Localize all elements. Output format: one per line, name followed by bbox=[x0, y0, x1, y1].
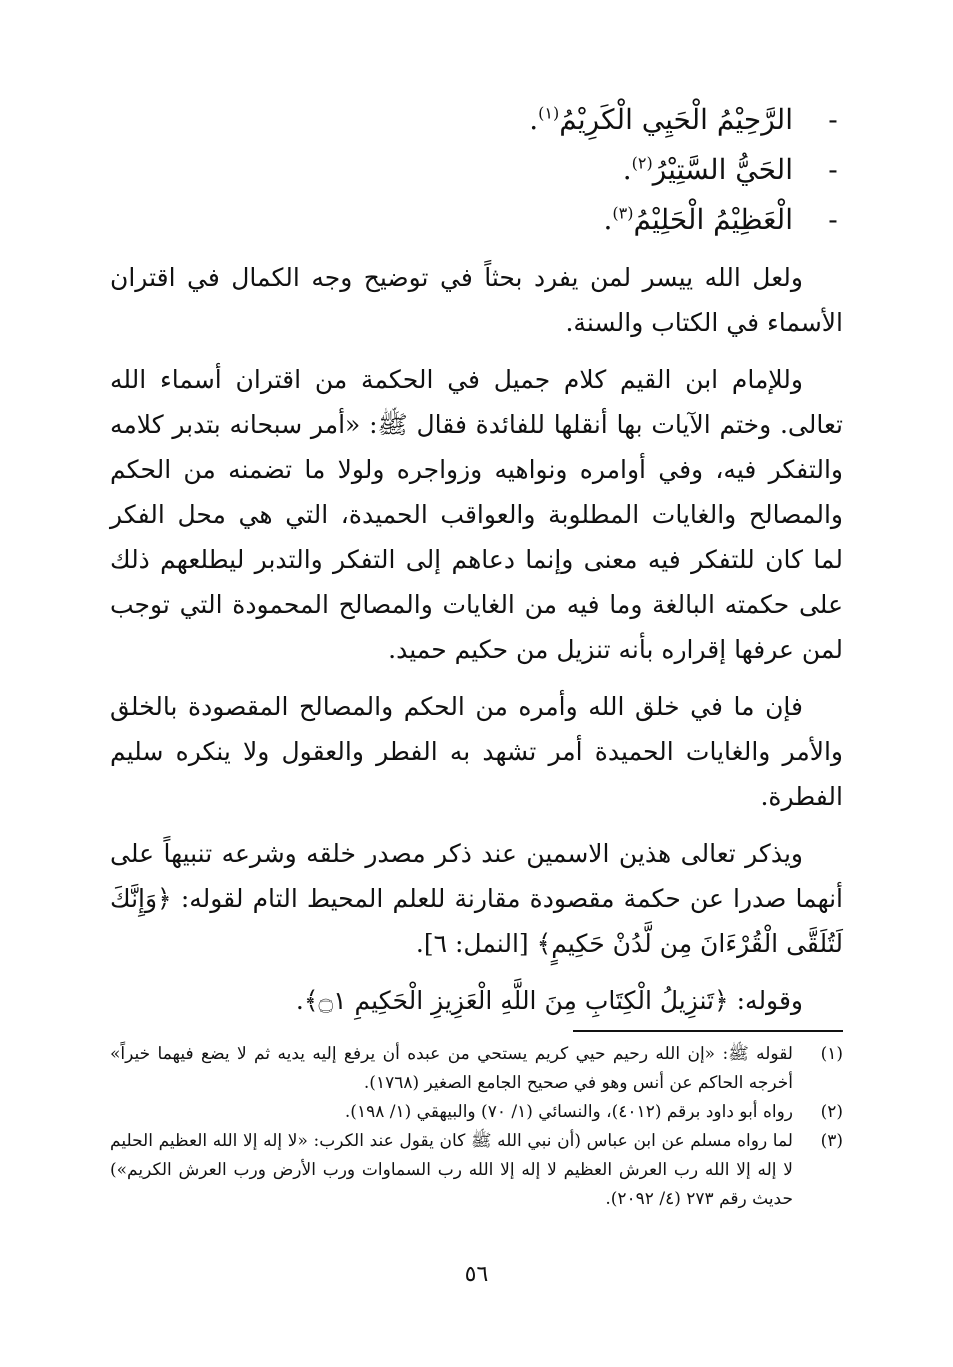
paragraph: ولعل الله ييسر لمن يفرد بحثاً في توضيح وجه الكمال في اقتران الأسماء في الكتاب والسنة. bbox=[110, 263, 843, 337]
footnote-marker[interactable]: (١) bbox=[538, 103, 560, 123]
list-dash: - bbox=[828, 103, 838, 136]
list-dash: - bbox=[828, 203, 838, 236]
page-number: ٥٦ bbox=[464, 1262, 489, 1287]
footnote-number: (٢) bbox=[820, 1102, 843, 1122]
footnote-text: رواه أبو داود برقم (٤٠١٢)، والنسائي (١/ ٧٠) والبيهقي (١/ ١٩٨). bbox=[344, 1102, 793, 1122]
paragraph: فإن ما في خلق الله وأمره من الحكم والمصالح المقصودة بالخلق والأمر والغايات الحميدة أمر تشهد به الفطر والعقول ولا ينكره سليم الفطرة. bbox=[110, 692, 843, 811]
footnotes bbox=[110, 1040, 843, 1214]
footnote bbox=[110, 1127, 843, 1214]
list-item bbox=[143, 95, 843, 145]
footnote-divider bbox=[573, 1030, 843, 1032]
divine-names-list bbox=[143, 95, 843, 245]
list-item-text: الرَّحِيْمُ الْحَيِي الْكَرِيْمُ$^{(١)}$. bbox=[529, 103, 793, 136]
paragraph: ويذكر تعالى هذين الاسمين عند ذكر مصدر خلقه وشرعه تنبيهاً على أنهما صدرا عن حكمة مقصودة مقارنة للعلم المحيط التام لقوله: ﴿وَإِنَّكَ لَتُلَقَّى الْقُرْءَانَ مِن لَّدُنْ حَكِيمٍ﴾ [النمل: ٦]. bbox=[110, 839, 843, 958]
footnote bbox=[110, 1040, 843, 1098]
main-text bbox=[110, 255, 843, 1023]
list-dash: - bbox=[828, 153, 838, 186]
footnote bbox=[110, 1098, 843, 1127]
footnote-marker[interactable]: (٣) bbox=[612, 203, 634, 223]
footnote-marker[interactable]: (٢) bbox=[631, 153, 653, 173]
list-item-text: الحَيُّ السَّتِيْرُ$^{(٢)}$. bbox=[622, 153, 793, 186]
quran-quote-line: وقوله: ﴿تَنزِيلُ الْكِتَابِ مِنَ اللَّهِ الْعَزِيزِ الْحَكِيمِ ۝١﴾. bbox=[295, 986, 803, 1015]
paragraph: وللإمام ابن القيم كلام جميل في الحكمة من اقتران أسماء الله تعالى. وختم الآيات بها أنقلها للفائدة فقال ﷺ: «أمر سبحانه بتدبر كلامه والتفكر فيه، وفي أوامره ونواهيه وزواجره ولولا ما تضمنه من الحكم والمصالح والغايات المطلوبة والعواقب الحميدة، التي هي محل الفكر لما كان للتفكر فيه معنى وإنما دعاهم إلى التفكر والتدبر ليطلعهم ذلك على حكمته البالغة وما فيه من الغايات والمصالح المحمودة التي توجب لمن عرفها إقراره بأنه تنزيل من حكيم حميد. bbox=[110, 365, 843, 664]
footnote-number: (٣) bbox=[820, 1131, 843, 1151]
footnote-text: لقوله ﷺ: «إن الله رحيم حيي كريم يستحي من عبده أن يرفع إليه يديه ثم لا يضع فيهما خيراً» أخرجه الحاكم عن أنس وهو في صحيح الجامع الصغير (١٧٦٨). bbox=[110, 1044, 793, 1093]
list-item bbox=[143, 145, 843, 195]
footnote-number: (١) bbox=[820, 1044, 843, 1064]
list-item-text: الْعَظِيْمُ الْحَلِيْمُ$^{(٣)}$. bbox=[603, 203, 793, 236]
list-item bbox=[143, 195, 843, 245]
footnote-text: لما رواه مسلم عن ابن عباس (أن نبي الله ﷺ كان يقول عند الكرب: «لا إله إلا الله العظيم الحليم لا إله إلا الله رب العرش العظيم لا إله إلا الله رب السماوات ورب الأرض ورب العرش الكريم») حديث رقم ٢٧٣ (٤/ ٢٠٩٢). bbox=[110, 1131, 793, 1209]
